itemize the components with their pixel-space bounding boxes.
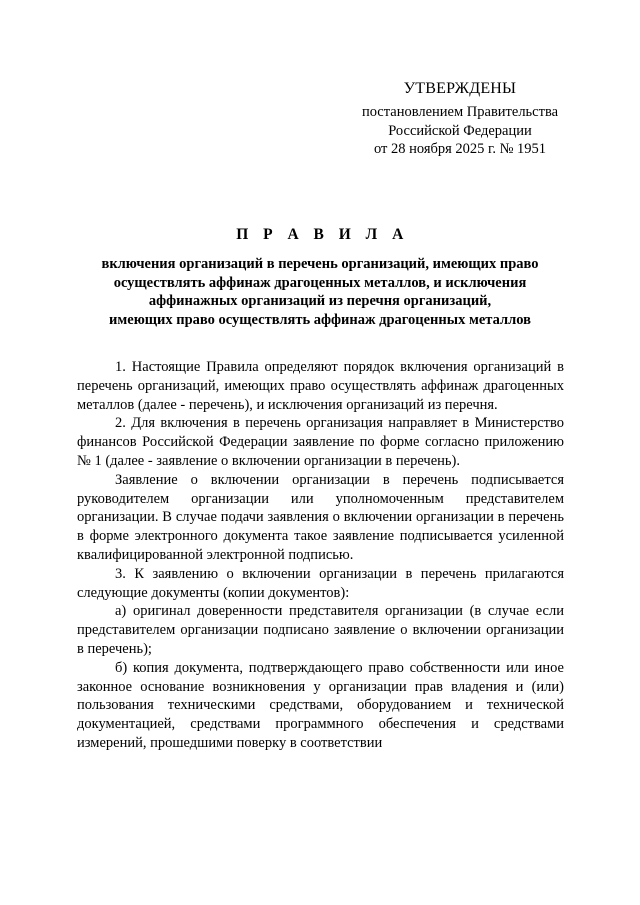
paragraph-3: 3. К заявлению о включении организации в перечень прилагаются следующие документы (копии документов): [77, 565, 564, 601]
document-heading [60, 225, 580, 329]
approval-line: Российской Федерации [388, 122, 532, 139]
document-subtitle-line: осуществлять аффинаж драгоценных металлов, и исключения [113, 274, 527, 291]
paragraph-2-signature: Заявление о включении организации в перечень подписывается руководителем организации или уполномоченным представителем организации. В случае подачи заявления о включении организации в перечень в форме электронного документа такое заявление подписывается усиленной квалифицированной электронной подписью. [77, 471, 564, 563]
document-body [77, 358, 564, 753]
approval-line: постановлением Правительства [361, 104, 559, 120]
approval-stamp [320, 79, 600, 159]
approval-line: от 28 ноября 2025 г. № 1951 [373, 141, 547, 158]
document-subtitle-line: включения организаций в перечень организаций, имеющих право [101, 256, 539, 272]
approval-title: УТВЕРЖДЕНЫ [403, 80, 517, 97]
paragraph-1: 1. Настоящие Правила определяют порядок включения организаций в перечень организаций, имеющих право осуществлять аффинаж драгоценных металлов (далее - перечень), и исключения организаций из перечня. [77, 359, 564, 413]
document-subtitle-line: имеющих право осуществлять аффинаж драгоценных металлов [109, 311, 531, 328]
document-title: П Р А В И Л А [236, 226, 409, 243]
paragraph-3-item-b: б) копия документа, подтверждающего право собственности или иное законное основание возникновения у организации прав владения и (или) пользования техническими средствами, оборудованием и технической документацией, средствами программного обеспечения и средствами измерений, прошедшими поверку в соответствии [77, 659, 564, 751]
document-subtitle-line: аффинажных организаций из перечня организаций, [148, 293, 492, 309]
paragraph-2: 2. Для включения в перечень организация направляет в Министерство финансов Российской Федерации заявление по форме согласно приложению № 1 (далее - заявление о включении организации в перечень). [77, 415, 564, 469]
paragraph-3-item-a: а) оригинал доверенности представителя организации (в случае если представителем организации подписано заявление о включении организации в перечень); [77, 603, 564, 657]
